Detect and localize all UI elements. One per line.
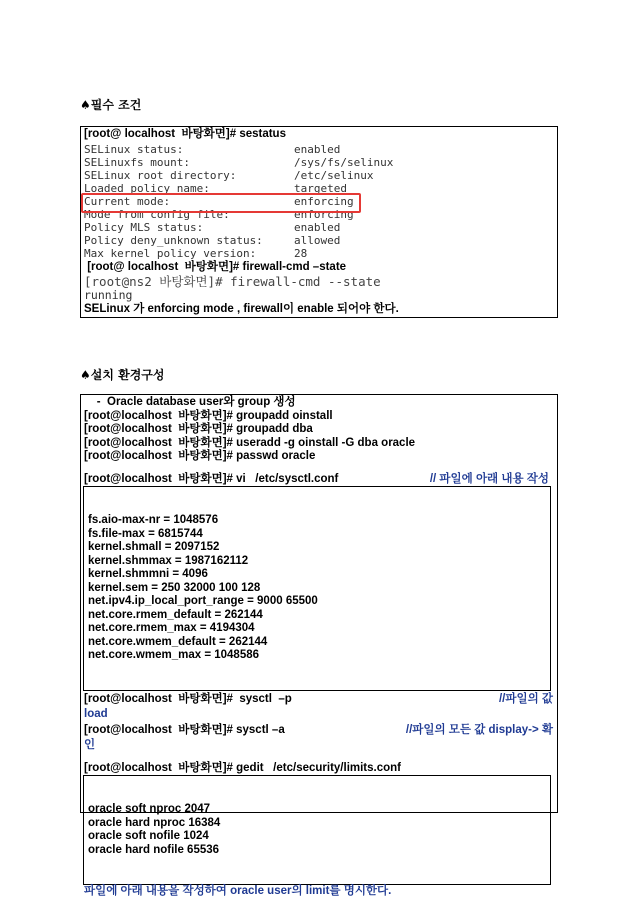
firewall-command: [root@ localhost 바탕화면]# firewall-cmd –state (84, 260, 347, 273)
sysctl-conf-box (83, 486, 551, 691)
sestatus-row (84, 169, 557, 182)
sestatus-key: SELinux status: (84, 142, 184, 156)
sestatus-key: SELinux root directory: (84, 168, 237, 182)
sysctl-conf-lines (88, 514, 550, 663)
sysctl-p-comment: //파일의 값 (498, 692, 553, 705)
sestatus-value: /etc/selinux (294, 168, 374, 182)
sysctl-conf-line: net.core.rmem_max = 4194304 (88, 622, 255, 634)
sestatus-value: enforcing (294, 207, 354, 221)
sysctl-conf-line: kernel.shmmni = 4096 (88, 568, 208, 580)
sestatus-key: Policy deny_unknown status: (84, 233, 263, 247)
sestatus-row (84, 143, 557, 156)
cmd-passwd-oracle: [root@localhost 바탕화면]# passwd oracle (84, 450, 316, 462)
sestatus-row (84, 234, 557, 247)
sysctl-p-row (84, 693, 557, 707)
sestatus-value: enforcing (294, 194, 354, 208)
sestatus-key: Loaded policy name: (84, 181, 210, 195)
sysctl-conf-line: net.core.wmem_max = 1048586 (88, 649, 260, 661)
sysctl-conf-line: kernel.shmall = 2097152 (88, 541, 220, 553)
sysctl-edit-row (84, 473, 557, 487)
limits-conf-line: oracle soft nproc 2047 (88, 803, 211, 815)
section1-heading: ♠필수 조건 (80, 98, 142, 112)
sysctl-p-command: [root@localhost 바탕화면]# sysctl –p (84, 692, 292, 705)
sestatus-value: enabled (294, 220, 341, 234)
sestatus-row (84, 247, 557, 260)
cmd-groupadd-dba: [root@localhost 바탕화면]# groupadd dba (84, 423, 313, 435)
sysctl-conf-line: fs.aio-max-nr = 1048576 (88, 514, 219, 526)
section2-heading: ♠설치 환경구성 (80, 368, 165, 382)
user-group-intro: - Oracle database user와 group 생성 (84, 396, 296, 408)
sestatus-value: /sys/fs/selinux (294, 155, 394, 169)
limits-conf-lines (88, 803, 550, 857)
sestatus-row (84, 221, 557, 234)
cmd-groupadd-oinstall: [root@localhost 바탕화면]# groupadd oinstall (84, 409, 333, 422)
limits-conf-line: oracle soft nofile 1024 (88, 830, 209, 842)
firewall-result: running (84, 288, 133, 302)
sysctl-conf-line: fs.file-max = 6815744 (88, 527, 203, 540)
sestatus-key: Policy MLS status: (84, 220, 204, 234)
section1-note: SELinux 가 enforcing mode , firewall이 enable 되어야 한다. (84, 303, 399, 315)
sestatus-row (84, 156, 557, 169)
sestatus-value: 28 (294, 246, 308, 260)
sestatus-box (80, 126, 558, 318)
sestatus-command: [root@ localhost 바탕화면]# sestatus (84, 128, 286, 140)
limits-edit-command: [root@localhost 바탕화면]# gedit /etc/security/limits.conf (84, 761, 401, 774)
limits-conf-line: oracle hard nofile 65536 (88, 843, 220, 856)
limits-conf-box (83, 775, 551, 885)
sysctl-a-command: [root@localhost 바탕화면]# sysctl –a (84, 723, 285, 736)
sysctl-conf-line: kernel.sem = 250 32000 100 128 (88, 581, 261, 594)
sestatus-value: allowed (294, 233, 341, 247)
firewall-terminal-line: [root@ns2 바탕화면]# firewall-cmd --state (84, 274, 381, 289)
sestatus-value: targeted (294, 181, 347, 195)
sestatus-key: Current mode: (84, 194, 171, 208)
sysctl-a-comment: //파일의 모든 값 display-> 확 (405, 723, 553, 736)
cmd-useradd-oracle: [root@localhost 바탕화면]# useradd -g oinstall -G dba oracle (84, 436, 416, 449)
sestatus-value: enabled (294, 142, 341, 156)
sysctl-conf-line: kernel.shmmax = 1987162112 (88, 554, 249, 567)
limits-note: 파일에 아래 내용을 작성하여 oracle user의 limit를 명시한다. (84, 885, 392, 897)
sysctl-p-comment-cont: load (84, 708, 108, 720)
sestatus-key: Mode from config file: (84, 207, 230, 221)
sysctl-conf-line: net.ipv4.ip_local_port_range = 9000 65500 (88, 595, 318, 607)
sysctl-edit-command: [root@localhost 바탕화면]# vi /etc/sysctl.conf (84, 472, 339, 485)
sestatus-key: SELinuxfs mount: (84, 155, 190, 169)
sestatus-key: Max kernel policy version: (84, 246, 257, 260)
sysctl-conf-line: net.core.wmem_default = 262144 (88, 635, 268, 648)
limits-conf-line: oracle hard nproc 16384 (88, 816, 221, 829)
sysctl-a-row (84, 724, 557, 738)
current-mode-highlight (81, 193, 361, 213)
sysctl-edit-comment: // 파일에 아래 내용 작성 (429, 472, 549, 485)
sysctl-conf-line: net.core.rmem_default = 262144 (88, 608, 263, 621)
install-config-box (80, 394, 558, 897)
sysctl-a-comment-cont: 인 (84, 739, 96, 751)
